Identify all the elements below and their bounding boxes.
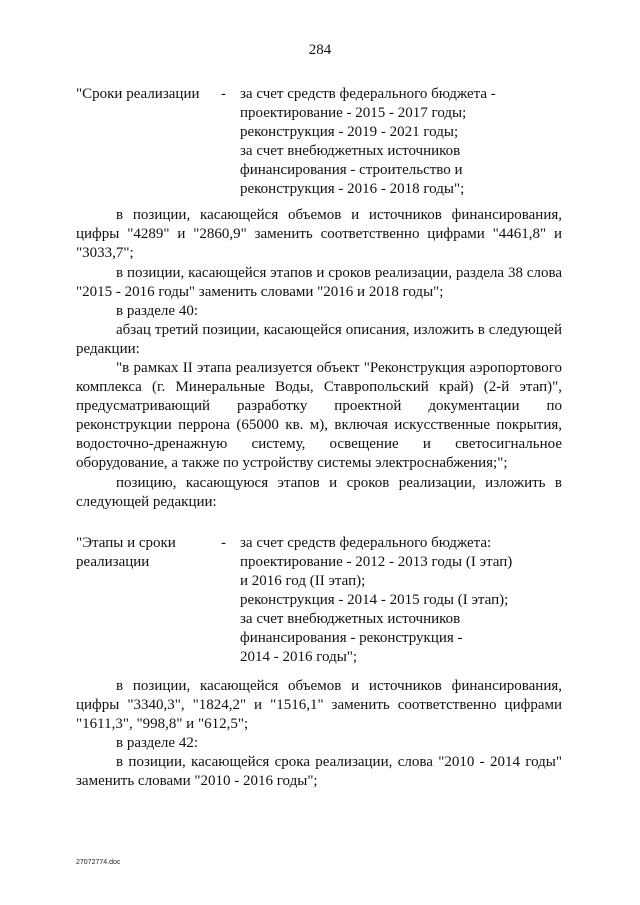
term-dash: - xyxy=(221,86,226,102)
paragraph: позицию, касающуюся этапов и сроков реализации, изложить в следующей редакции: xyxy=(76,475,562,510)
footer-file-code: 27072774.doc xyxy=(76,859,121,866)
term-line: реконструкция - 2019 - 2021 годы; xyxy=(240,124,459,140)
term-line: за счет внебюджетных источников xyxy=(240,611,461,627)
term-line: реконструкция - 2016 - 2018 годы"; xyxy=(240,181,465,197)
term-line: реконструкция - 2014 - 2015 годы (I этап); xyxy=(240,592,509,608)
paragraph: в позиции, касающейся этапов и сроков реализации, раздела 38 слова "2015 - 2016 годы" заменить словами "2016 и 2018 годы"; xyxy=(76,265,562,300)
term-name-line: "Этапы и сроки xyxy=(76,535,176,551)
term-line: за счет внебюджетных источников xyxy=(240,143,461,159)
term-lines xyxy=(240,534,540,667)
term-dash: - xyxy=(221,535,226,551)
term-name xyxy=(76,534,216,572)
term-line: и 2016 год (II этап); xyxy=(240,573,366,589)
term-name-line: реализации xyxy=(76,554,150,570)
paragraph: в разделе 40: xyxy=(116,303,198,319)
paragraph: в позиции, касающейся объемов и источников финансирования, цифры "4289" и "2860,9" заменить соответственно цифрами "4461,8" и "3033,7"; xyxy=(76,207,562,261)
page-number: 284 xyxy=(308,42,332,58)
term-line: финансирования - строительство и xyxy=(240,162,463,178)
term-line: 2014 - 2016 годы"; xyxy=(240,649,358,665)
term-lines xyxy=(240,85,540,199)
paragraph: "в рамках II этапа реализуется объект "Реконструкция аэропортового комплекса (г. Минеральные Воды, Ставропольский край) (2-й этап)", предусматривающий разработку проектной документации по реконструкции перрона (65000 кв. м), включая искусственные покрытия, водосточно-дренажную систему, освещение и светосигнальное оборудование, а также по устройству системы электроснабжения;"; xyxy=(76,360,562,471)
paragraph: в позиции, касающейся срока реализации, слова "2010 - 2014 годы" заменить словами "2010 - 2016 годы"; xyxy=(76,754,562,789)
term-block-deadlines xyxy=(76,85,576,205)
paragraph: в разделе 42: xyxy=(116,735,198,751)
term-line: проектирование - 2012 - 2013 годы (I этап) xyxy=(240,554,513,570)
paragraph: в позиции, касающейся объемов и источников финансирования, цифры "3340,3", "1824,2" и "1516,1" заменить соответственно цифрами "1611,3", "998,8" и "612,5"; xyxy=(76,678,562,732)
term-line: финансирования - реконструкция - xyxy=(240,630,463,646)
term-line: за счет средств федерального бюджета: xyxy=(240,535,492,551)
term-block-stages xyxy=(76,534,576,668)
paragraph: абзац третий позиции, касающейся описания, изложить в следующей редакции: xyxy=(76,322,562,357)
term-line: проектирование - 2015 - 2017 годы; xyxy=(240,105,467,121)
term-name: "Сроки реализации xyxy=(76,86,200,102)
term-line: за счет средств федерального бюджета - xyxy=(240,86,496,102)
